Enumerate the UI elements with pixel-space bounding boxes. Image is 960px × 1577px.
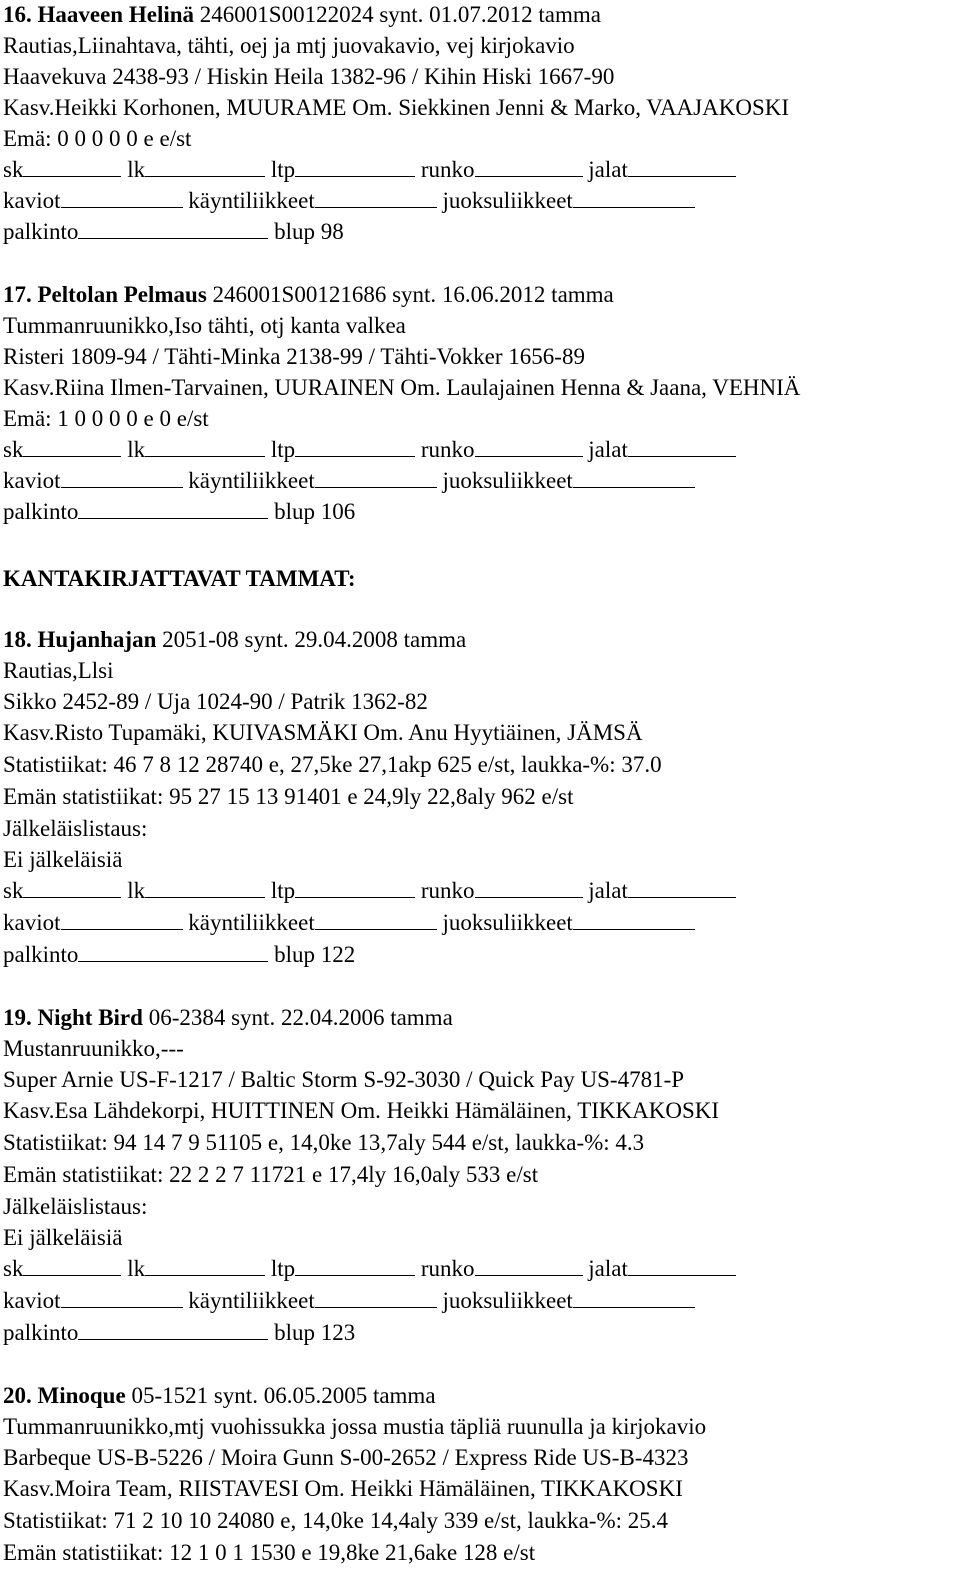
entry-17-header [3,280,614,310]
entry-19-dam-statistics: Emän statistiikat: 22 2 2 7 11721 e 17,4ly 16,0aly 533 e/st [3,1162,539,1187]
runko-label: runko [420,878,475,903]
entry-20-breeder-owner: Kasv.Moira Team, RIISTAVESI Om. Heikki Hämäläinen, TIKKAKOSKI [3,1476,683,1501]
jalat-blank [628,155,736,177]
entry-16-breeder-owner: Kasv.Heikki Korhonen, MUURAME Om. Siekkinen Jenni & Marko, VAAJAKOSKI [3,95,790,120]
jalat-blank [628,1254,736,1276]
horse-info: 2051-08 synt. 29.04.2008 tamma [162,627,467,652]
entry-number: 16. [3,2,32,27]
horse-name: Peltolan Pelmaus [37,282,207,307]
entry-16-pedigree: Haavekuva 2438-93 / Hiskin Heila 1382-96 / Kihin Hiski 1667-90 [3,64,615,89]
entry-19-color: Mustanruunikko,--- [3,1036,184,1061]
entry-18-form-row-1 [3,876,736,906]
runko-blank [475,435,583,457]
entry-19-offspring-heading: Jälkeläislistaus: [3,1194,148,1219]
entry-19-offspring: Ei jälkeläisiä [3,1225,123,1250]
juoksuliikkeet-label: juoksuliikkeet [442,910,573,935]
kaviot-label: kaviot [3,1288,61,1313]
horse-name: Haaveen Helinä [37,2,195,27]
sk-label: sk [3,878,24,903]
blup-value: blup 122 [274,942,356,967]
kaviot-blank [61,1286,183,1308]
ltp-blank [295,876,415,898]
juoksuliikkeet-label: juoksuliikkeet [442,468,573,493]
entry-number: 19. [3,1005,32,1030]
lk-blank [145,155,265,177]
entry-number: 18. [3,627,32,652]
palkinto-label: palkinto [3,499,79,524]
lk-label: lk [127,878,146,903]
entry-18-form-row-2 [3,908,695,938]
sk-blank [23,876,121,898]
ltp-label: ltp [270,1256,296,1281]
runko-blank [475,155,583,177]
kayntiliikkeet-label: käyntiliikkeet [188,188,315,213]
kayntiliikkeet-blank [315,186,437,208]
horse-info: 246001S00121686 synt. 16.06.2012 tamma [212,282,614,307]
juoksuliikkeet-blank [573,186,695,208]
jalat-label: jalat [588,437,628,462]
entry-17-form-row-2 [3,466,695,496]
entry-20-dam-statistics: Emän statistiikat: 12 1 0 1 1530 e 19,8ke 21,6ake 128 e/st [3,1540,536,1565]
entry-17-pedigree: Risteri 1809-94 / Tähti-Minka 2138-99 / Tähti-Vokker 1656-89 [3,344,585,369]
entry-19-form-row-1 [3,1254,736,1284]
entry-18-color: Rautias,Llsi [3,658,114,683]
juoksuliikkeet-blank [573,1286,695,1308]
sk-label: sk [3,1256,24,1281]
entry-16-form-row-1 [3,155,736,185]
palkinto-blank [78,940,268,962]
kaviot-blank [61,186,183,208]
kayntiliikkeet-blank [315,908,437,930]
juoksuliikkeet-blank [573,908,695,930]
entry-16-dam-stats: Emä: 0 0 0 0 0 e e/st [3,126,192,151]
entry-19-pedigree: Super Arnie US-F-1217 / Baltic Storm S-92-3030 / Quick Pay US-4781-P [3,1067,685,1092]
runko-blank [475,1254,583,1276]
entry-18-breeder-owner: Kasv.Risto Tupamäki, KUIVASMÄKI Om. Anu Hyytiäinen, JÄMSÄ [3,720,643,745]
sk-blank [23,1254,121,1276]
entry-19-header [3,1003,453,1033]
lk-blank [145,435,265,457]
jalat-label: jalat [588,1256,628,1281]
kaviot-blank [61,466,183,488]
palkinto-blank [78,497,268,519]
entry-18-offspring-heading: Jälkeläislistaus: [3,816,148,841]
ltp-label: ltp [270,437,296,462]
entry-17-color: Tummanruunikko,Iso tähti, otj kanta valkea [3,313,406,338]
horse-info: 05-1521 synt. 06.05.2005 tamma [131,1383,436,1408]
entry-20-pedigree: Barbeque US-B-5226 / Moira Gunn S-00-2652 / Express Ride US-B-4323 [3,1445,689,1470]
horse-name: Minoque [37,1383,126,1408]
entry-16-color: Rautias,Liinahtava, tähti, oej ja mtj juovakavio, vej kirjokavio [3,33,575,58]
sk-label: sk [3,157,24,182]
juoksuliikkeet-label: juoksuliikkeet [442,1288,573,1313]
kayntiliikkeet-label: käyntiliikkeet [188,910,315,935]
entry-18-dam-statistics: Emän statistiikat: 95 27 15 13 91401 e 24,9ly 22,8aly 962 e/st [3,784,574,809]
entry-16-header [3,0,601,30]
kaviot-blank [61,908,183,930]
palkinto-blank [78,217,268,239]
entry-20-header [3,1381,436,1411]
lk-blank [145,1254,265,1276]
horse-name: Night Bird [37,1005,143,1030]
lk-label: lk [127,157,146,182]
jalat-blank [628,876,736,898]
horse-info: 246001S00122024 synt. 01.07.2012 tamma [199,2,602,27]
entry-20-color: Tummanruunikko,mtj vuohissukka jossa mustia täpliä ruunulla ja kirjokavio [3,1414,707,1439]
entry-number: 17. [3,282,32,307]
palkinto-label: palkinto [3,219,79,244]
kayntiliikkeet-label: käyntiliikkeet [188,468,315,493]
ltp-blank [295,155,415,177]
blup-value: blup 98 [274,219,344,244]
kaviot-label: kaviot [3,188,61,213]
runko-blank [475,876,583,898]
kaviot-label: kaviot [3,468,61,493]
kayntiliikkeet-blank [315,466,437,488]
ltp-label: ltp [270,878,296,903]
entry-17-dam-stats: Emä: 1 0 0 0 0 e 0 e/st [3,406,209,431]
entry-16-form-row-2 [3,186,695,216]
ltp-label: ltp [270,157,296,182]
entry-18-offspring: Ei jälkeläisiä [3,847,123,872]
juoksuliikkeet-label: juoksuliikkeet [442,188,573,213]
palkinto-blank [78,1318,268,1340]
juoksuliikkeet-blank [573,466,695,488]
jalat-blank [628,435,736,457]
blup-value: blup 123 [274,1320,356,1345]
palkinto-label: palkinto [3,1320,79,1345]
lk-blank [145,876,265,898]
entry-19-statistics: Statistiikat: 94 14 7 9 51105 e, 14,0ke 13,7aly 544 e/st, laukka-%: 4.3 [3,1130,645,1155]
lk-label: lk [127,437,146,462]
section-heading: KANTAKIRJATTAVAT TAMMAT: [3,566,356,591]
runko-label: runko [420,157,475,182]
entry-18-header [3,625,466,655]
entry-number: 20. [3,1383,32,1408]
kayntiliikkeet-blank [315,1286,437,1308]
horse-name: Hujanhajan [37,627,157,652]
entry-19-breeder-owner: Kasv.Esa Lähdekorpi, HUITTINEN Om. Heikki Hämäläinen, TIKKAKOSKI [3,1098,720,1123]
sk-label: sk [3,437,24,462]
lk-label: lk [127,1256,146,1281]
entry-17-form-row-3 [3,497,355,527]
runko-label: runko [420,437,475,462]
palkinto-label: palkinto [3,942,79,967]
entry-17-form-row-1 [3,435,736,465]
entry-16-form-row-3 [3,217,344,247]
entry-19-form-row-2 [3,1286,695,1316]
entry-18-form-row-3 [3,940,355,970]
entry-18-pedigree: Sikko 2452-89 / Uja 1024-90 / Patrik 1362-82 [3,689,428,714]
runko-label: runko [420,1256,475,1281]
blup-value: blup 106 [274,499,356,524]
ltp-blank [295,1254,415,1276]
entry-18-statistics: Statistiikat: 46 7 8 12 28740 e, 27,5ke 27,1akp 625 e/st, laukka-%: 37.0 [3,752,662,777]
entry-17-breeder-owner: Kasv.Riina Ilmen-Tarvainen, UURAINEN Om. Laulajainen Henna & Jaana, VEHNIÄ [3,375,801,400]
ltp-blank [295,435,415,457]
sk-blank [23,435,121,457]
horse-info: 06-2384 synt. 22.04.2006 tamma [148,1005,453,1030]
kaviot-label: kaviot [3,910,61,935]
entry-19-form-row-3 [3,1318,355,1348]
sk-blank [23,155,121,177]
entry-20-statistics: Statistiikat: 71 2 10 10 24080 e, 14,0ke 14,4aly 339 e/st, laukka-%: 25.4 [3,1508,669,1533]
kayntiliikkeet-label: käyntiliikkeet [188,1288,315,1313]
jalat-label: jalat [588,157,628,182]
jalat-label: jalat [588,878,628,903]
